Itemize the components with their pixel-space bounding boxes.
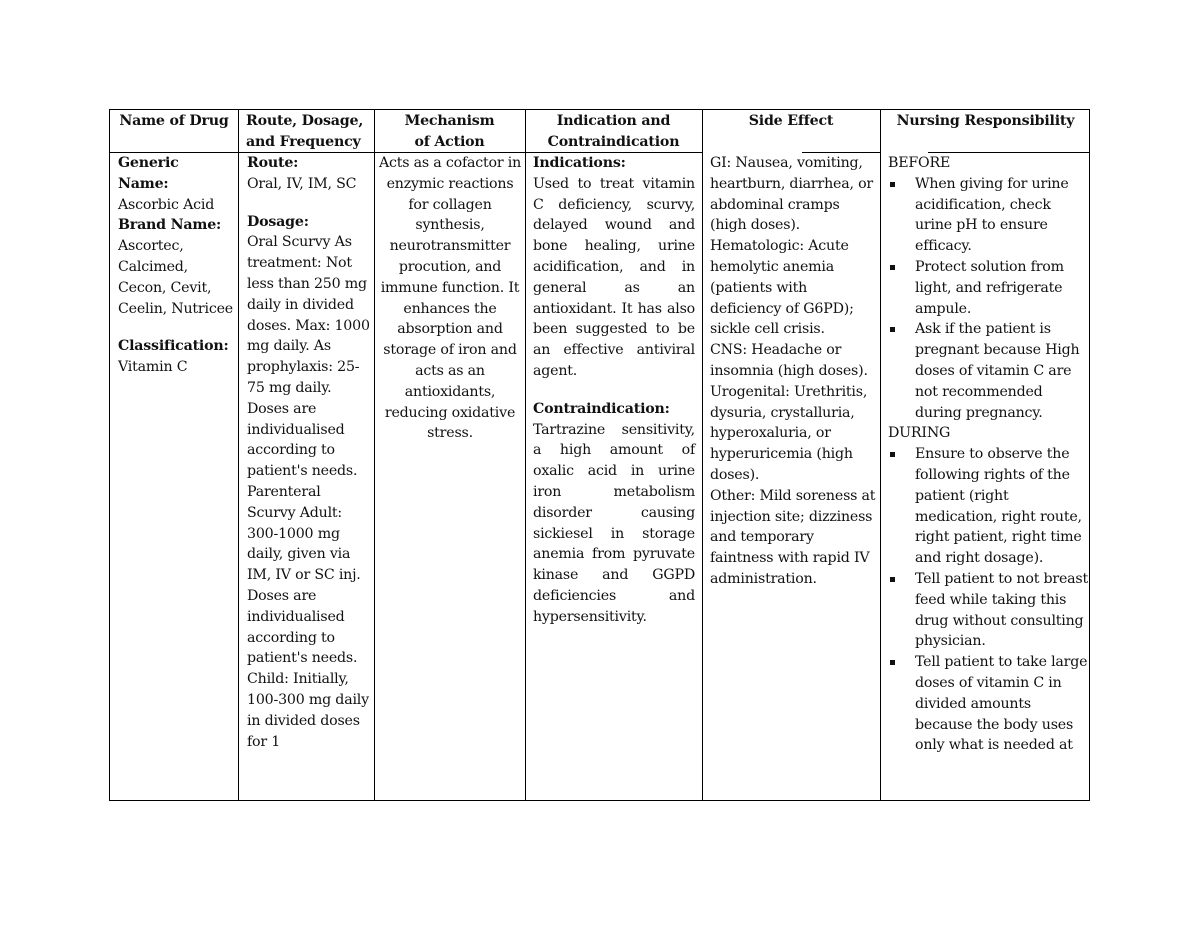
side-effect-urogenital: Urogenital: Urethritis, dysuria, crystalluria, hyperoxaluria, or hyperuricemia (high doses). [710,383,868,483]
brand-name-label: Brand Name: [118,217,222,234]
side-effect-hematologic: Hematologic: Acute hemolytic anemia (patients with deficiency of G6PD); sickle cell crisis. [710,238,854,338]
nursing-cell [888,153,1088,756]
contraindication-text: Tartrazine sensitivity, a high amount of oxalic acid in urine iron metabolism disorder causing sickiesel in storage anemia from pyruvate kinase and GGPD deficiencies and hypersensitivity. [533,421,695,625]
column-divider [374,110,375,800]
column-divider [702,110,703,800]
route-dosage-cell [247,153,371,752]
list-item: Protect solution from light, and refrigerate ampule. [888,257,1088,319]
indications-label: Indications: [533,155,626,171]
dosage-value: Oral Scurvy As treatment: Not less than 250 mg daily in divided doses. Max: 1000 mg daily. As prophylaxis: 25-75 mg daily. Doses are individualised according to patient's needs. Parenteral Scurvy Adult: 300-1000 mg daily, given via IM, IV or SC inj. Doses are individualised according to patient's needs. Child: Initially, 100-300 mg daily in divided doses for 1 [247,234,370,750]
classification: Vitamin C [118,359,188,376]
header-indication: Indication and Contraindication [547,113,680,150]
during-label: DURING [888,425,951,442]
list-item: Tell patient to not breast feed while taking this drug without consulting physician. [888,569,1088,652]
list-item: Tell patient to take large doses of vitamin C in divided amounts because the body uses only what is needed at [888,652,1088,756]
drug-name-cell [118,153,233,378]
generic-name-label: Generic Name: [118,155,179,192]
header-nursing: Nursing Responsibility [896,113,1075,129]
route-value: Oral, IV, IM, SC [247,175,357,192]
column-divider [525,110,526,800]
contraindication-label: Contraindication: [533,400,670,417]
classification-label: Classification: [118,338,229,355]
indications-text: Used to treat vitamin C deficiency, scurvy, delayed wound and bone healing, urine acidification, and in general as an antioxidant. It has also been suggested to be an effective antiviral agent. [533,175,695,379]
header-name-of-drug: Name of Drug [119,113,229,129]
side-effect-cns: CNS: Headache or insomnia (high doses). [710,342,868,379]
before-label: BEFORE [888,155,951,171]
dosage-label: Dosage: [247,213,309,230]
brand-names: Ascortec, Calcimed, Cecon, Cevit, Ceelin, Nutricee [118,238,233,317]
mechanism-text: Acts as a cofactor in enzymic reactions for collagen synthesis, neurotransmitter procution, and immune function. It enhances the absorption and storage of iron and acts as an antioxidants, reducing oxidative stress. [378,155,522,442]
header-side-effect: Side Effect [748,113,834,129]
indication-cell [533,153,695,628]
before-list [888,174,1088,424]
drug-study-table [109,109,1090,801]
list-item: When giving for urine acidification, check urine pH to ensure efficacy. [888,174,1088,257]
header-mechanism: Mechanism of Action [404,113,495,150]
side-effect-other: Other: Mild soreness at injection site; dizziness and temporary faintness with rapid IV administration. [710,487,876,587]
route-label: Route: [247,155,299,171]
side-effect-cell [710,153,876,590]
column-divider [880,110,881,800]
generic-name: Ascorbic Acid [118,196,215,213]
list-item: Ask if the patient is pregnant because High doses of vitamin C are not recommended during pregnancy. [888,319,1088,423]
column-divider [238,110,239,800]
side-effect-gi: GI: Nausea, vomiting, heartburn, diarrhea, or abdominal cramps (high doses). [710,155,874,234]
list-item: Ensure to observe the following rights of the patient (right medication, right route, right patient, right time and right dosage). [888,444,1088,569]
header-route-dosage: Route, Dosage, and Frequency [246,113,364,150]
during-list [888,444,1088,756]
